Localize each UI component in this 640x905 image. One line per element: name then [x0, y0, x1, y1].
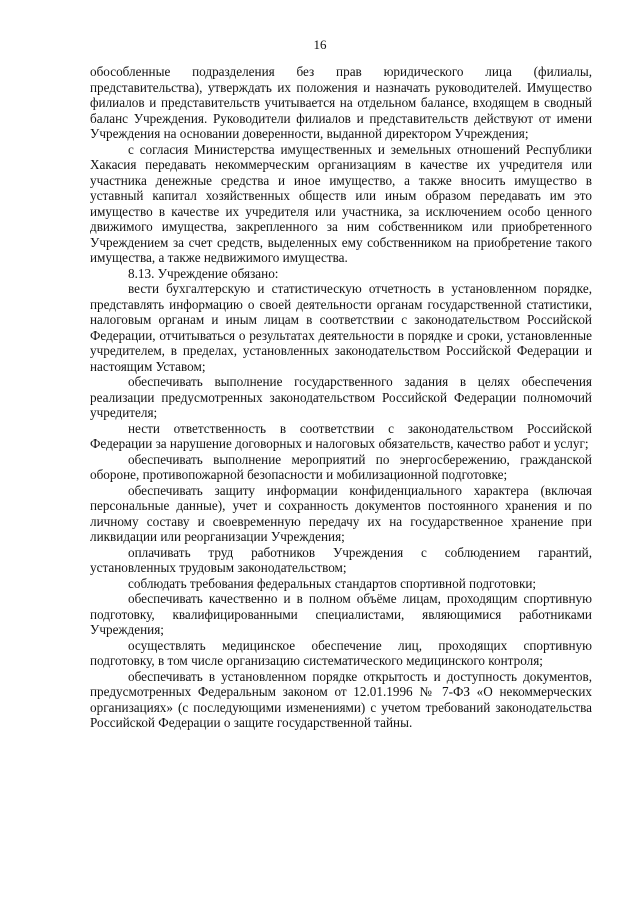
paragraph-standards: соблюдать требования федеральных стандартов спортивной подготовки; — [128, 575, 537, 591]
paragraph-energy-saving: обеспечивать выполнение мероприятий по энергосбережению, гражданской обороне, противопожарной безопасности и мобилизационной подготовке; — [90, 451, 592, 482]
paragraph-accounting: вести бухгалтерскую и статистическую отчетность в установленном порядке, представлять информацию о своей деятельности органам государственной статистики, налоговым органам и иным лицам в соответствии с законодательством Российской Федерации, отчитываться о результатах деятельности в порядке и сроки, установленные учредителем, в пределах, установленных законодательством Российской Федерации и настоящим Уставом; — [90, 281, 592, 374]
paragraph-staffing: обеспечивать качественно и в полном объёме лицам, проходящим спортивную подготовку, квалифицированными специалистами, являющимися работниками Учреждения; — [90, 591, 592, 637]
paragraph-information-protection: обеспечивать защиту информации конфиденциального характера (включая персональные данные), учет и сохранность документов постоянного хранения и по личному составу и своевременную передачу их на государственное хранение при ликвидации или реорганизации Учреждения; — [90, 482, 592, 544]
paragraph-responsibility: нести ответственность в соответствии с законодательством Российской Федерации за нарушение договорных и налоговых обязательств, качество работ и услуг; — [90, 420, 592, 451]
paragraph-labor-pay: оплачивать труд работников Учреждения с соблюдением гарантий, установленных трудовым законодательством; — [90, 544, 592, 575]
paragraph-openness: обеспечивать в установленном порядке открытость и доступность документов, предусмотренных Федеральным законом от 12.01.1996 № 7-ФЗ «О некоммерческих организациях» (с последующими изменениями) с учетом требований законодательства Российской Федерации о защите государственной тайны. — [90, 668, 592, 730]
paragraph-branches: обособленные подразделения без прав юридического лица (филиалы, представительства), утверждать их положения и назначать руководителей. Имущество филиалов и представительств учитывается на отдельном балансе, входящем в сводный баланс Учреждения. Руководители филиалов и представительств действуют от имени Учреждения на основании доверенности, выданной директором Учреждения; — [90, 64, 592, 141]
page-number: 16 — [313, 37, 327, 52]
section-heading-8-13: 8.13. Учреждение обязано: — [128, 265, 279, 281]
paragraph-state-task: обеспечивать выполнение государственного задания в целях обеспечения реализации предусмотренных законодательством Российской Федерации полномочий учредителя; — [90, 374, 592, 420]
paragraph-medical: осуществлять медицинское обеспечение лиц, проходящих спортивную подготовку, в том числе организацию систематического медицинского контроля; — [90, 637, 592, 668]
paragraph-property-transfer: с согласия Министерства имущественных и земельных отношений Республики Хакасия передавать некоммерческим организациям в качестве их учредителя или участника денежные средства и иное имущество, а также вносить имущество в уставный капитал хозяйственных обществ или иным образом передавать им это имущество в качестве их учредителя или участника, за исключением особо ценного движимого имущества, закрепленного за ним собственником или приобретенного Учреждением за счет средств, выделенных ему собственником на приобретение такого имущества, а также недвижимого имущества. — [90, 141, 592, 265]
document-body — [90, 64, 592, 731]
